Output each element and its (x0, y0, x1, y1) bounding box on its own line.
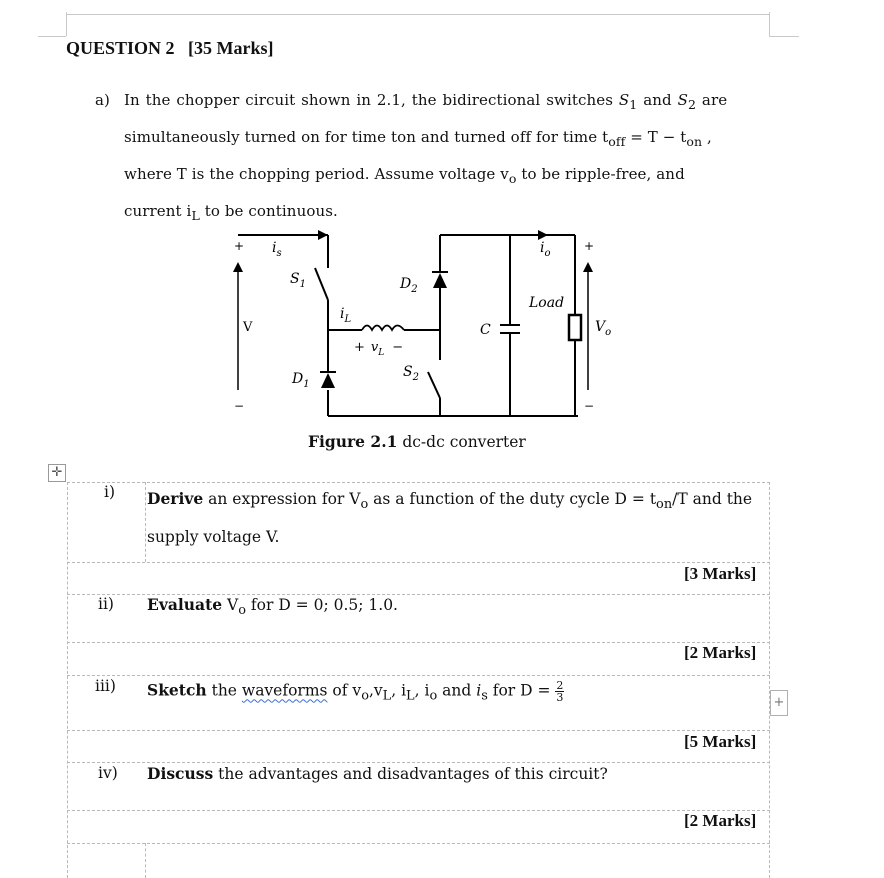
part-a-label: a) (95, 91, 110, 109)
item-marks: [2 Marks] (684, 811, 757, 830)
label-v: V (243, 320, 253, 335)
label-plus-right: + (584, 239, 595, 253)
label-vo: $V_o$ (595, 319, 612, 338)
item-text: Discuss the advantages and disadvantages of this circuit? (147, 764, 608, 783)
item-text: Derive an expression for $V_o$ as a function of the duty cycle $D = t_{on}/T$ and the supply voltage V. (147, 489, 753, 547)
item-marks: [5 Marks] (684, 732, 757, 751)
table-border (67, 730, 770, 731)
label-plus-left: + (234, 239, 245, 253)
load-resistor (569, 315, 581, 340)
arrow-is (318, 230, 328, 240)
table-border (67, 762, 770, 763)
item-number: ii) (98, 595, 114, 613)
question-heading (66, 38, 274, 59)
label-il: $i_L$ (340, 306, 352, 325)
item-number: iii) (95, 677, 116, 695)
table-border (67, 675, 770, 676)
label-vl: + $v_L$ − (354, 340, 404, 358)
label-s1: $S_1$ (290, 271, 306, 290)
part-a-line-4: current $i_L$ to be continuous. (124, 202, 338, 223)
part-a-line-3: where T is the chopping period. Assume voltage $v_o$ to be ripple-free, and (124, 165, 685, 186)
margin-guide-right (769, 12, 770, 36)
item-number: iv) (98, 764, 118, 782)
spellcheck-underline[interactable]: waveforms (241, 681, 328, 700)
label-minus-right: − (584, 399, 595, 413)
margin-guide-right-ext (769, 36, 799, 37)
inductor-l (362, 326, 404, 331)
question-number: QUESTION 2 (66, 38, 175, 58)
item-marks: [2 Marks] (684, 643, 757, 662)
circuit-diagram (225, 225, 615, 420)
add-row-button[interactable]: + (770, 690, 788, 716)
label-is: $i_s$ (272, 240, 282, 259)
table-border (67, 810, 770, 811)
switch-s2-blade (428, 372, 440, 398)
label-d2: $D_2$ (400, 276, 418, 295)
label-io: $i_o$ (540, 240, 551, 259)
table-border (67, 482, 68, 878)
arrow-io (538, 230, 548, 240)
margin-guide-top (66, 14, 769, 15)
diode-d1 (321, 373, 335, 388)
item-text: Evaluate $V_o$ for D = 0; 0.5; 1.0. (147, 595, 398, 619)
diode-d2 (433, 273, 447, 288)
part-a-line-1: In the chopper circuit shown in 2.1, the bidirectional switches $S_1$ and $S_2$ are (124, 91, 728, 112)
item-text: Sketch the waveforms of $v_o,v_L$, $i_L$, $i_o$ and $i_s$ for D = $\frac{2}{3}$ (147, 679, 564, 704)
label-load: Load (529, 295, 565, 311)
table-move-icon[interactable]: ✛ (48, 464, 66, 482)
table-border (145, 843, 146, 878)
margin-guide-left (66, 12, 67, 36)
label-s2: $S_2$ (403, 364, 419, 383)
label-minus-left: − (234, 399, 245, 413)
table-border (67, 642, 770, 643)
figure-caption (308, 432, 526, 451)
table-border (67, 562, 770, 563)
label-c: C (480, 322, 491, 338)
figure-caption-label: Figure 2.1 (308, 432, 398, 451)
table-border (145, 482, 146, 562)
item-marks: [3 Marks] (684, 564, 757, 583)
arrow-v-head (233, 262, 243, 272)
part-a-line-2: simultaneously turned on for time ton and turned off for time $t_{off} = T - t_{on}$ , (124, 128, 712, 149)
item-number: i) (104, 483, 116, 501)
fraction: $\frac{2}{3}$ (556, 679, 564, 704)
figure-caption-text: dc-dc converter (397, 433, 526, 451)
switch-s1-blade (315, 268, 328, 300)
table-border (769, 482, 770, 878)
margin-guide-left-ext (38, 36, 66, 37)
part-a-paragraph (124, 84, 774, 232)
arrow-vo-head (583, 262, 593, 272)
label-d1: $D_1$ (292, 371, 310, 390)
table-border (67, 843, 770, 844)
question-total-marks: [35 Marks] (188, 38, 274, 58)
